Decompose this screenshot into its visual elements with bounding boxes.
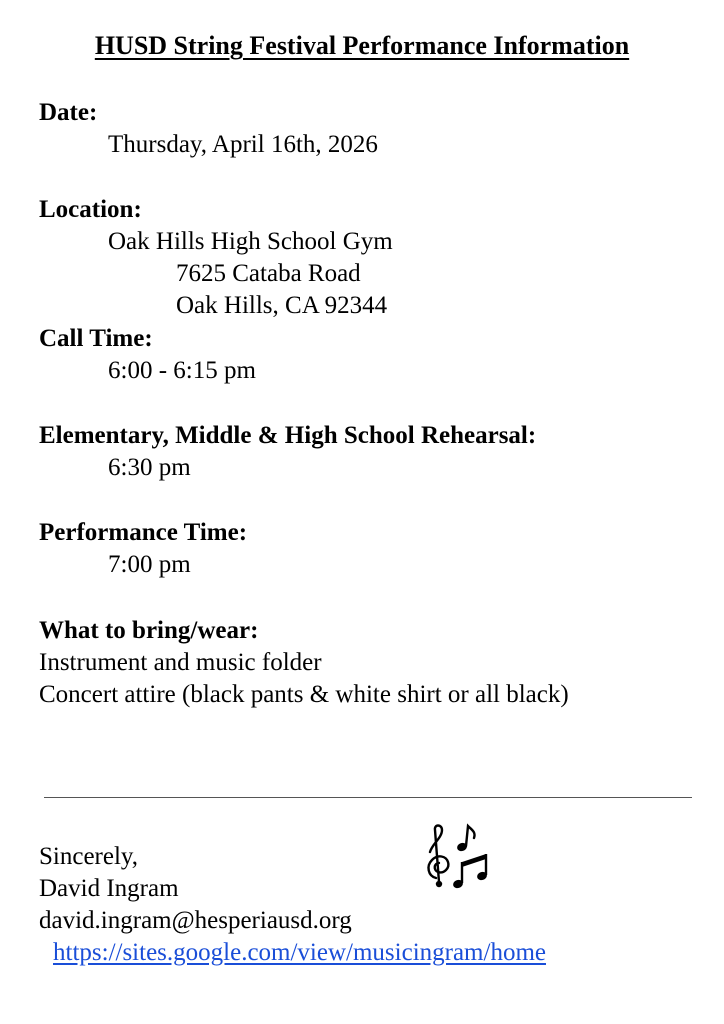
call-time-label: Call Time: bbox=[39, 325, 153, 352]
date-label: Date: bbox=[39, 99, 98, 126]
bring-item: Instrument and music folder bbox=[39, 649, 322, 676]
location-street: 7625 Cataba Road bbox=[176, 260, 361, 287]
signature-email[interactable]: david.ingram@hesperiausd.org bbox=[39, 907, 352, 934]
signature-closing: Sincerely, bbox=[39, 843, 139, 870]
signature-name: David Ingram bbox=[39, 875, 179, 902]
rehearsal-value: 6:30 pm bbox=[108, 454, 191, 481]
location-label: Location: bbox=[39, 196, 142, 223]
call-time-value: 6:00 - 6:15 pm bbox=[108, 357, 256, 384]
rehearsal-label: Elementary, Middle & High School Rehearsal: bbox=[39, 422, 537, 449]
divider bbox=[44, 797, 692, 798]
page-title: HUSD String Festival Performance Information bbox=[94, 31, 630, 60]
music-notes-icon bbox=[418, 820, 498, 900]
website-link[interactable]: https://sites.google.com/view/musicingram/home bbox=[53, 939, 546, 966]
performance-label: Performance Time: bbox=[39, 519, 248, 546]
bring-label: What to bring/wear: bbox=[39, 617, 259, 644]
date-value: Thursday, April 16th, 2026 bbox=[108, 131, 378, 158]
location-venue: Oak Hills High School Gym bbox=[108, 228, 393, 255]
location-city: Oak Hills, CA 92344 bbox=[176, 292, 388, 319]
bring-item: Concert attire (black pants & white shirt or all black) bbox=[39, 681, 569, 708]
performance-value: 7:00 pm bbox=[108, 551, 191, 578]
